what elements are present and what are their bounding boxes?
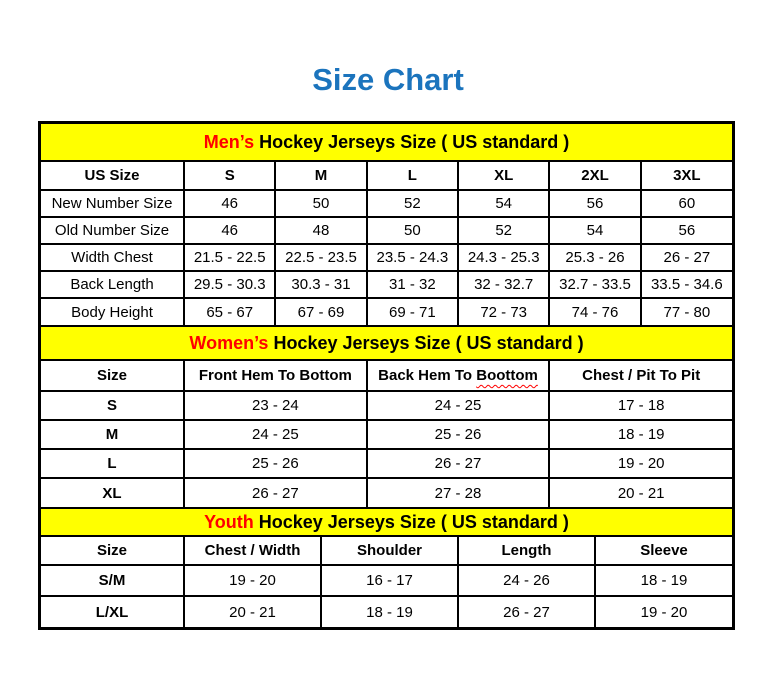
size-value-cell: 26 - 27 [184,478,367,507]
size-value-cell: 72 - 73 [458,298,549,325]
size-value-cell: 17 - 18 [549,391,732,420]
column-header: Front Hem To Bottom [184,361,367,391]
size-value-cell: 52 [367,190,458,217]
size-value-cell: 32.7 - 33.5 [549,271,640,298]
womens-section-accent: Women’s [189,332,269,353]
row-label: Body Height [41,298,184,325]
column-header: 2XL [549,162,640,190]
size-value-cell: 46 [184,190,275,217]
column-header: Back Hem To Boottom [367,361,550,391]
size-value-cell: 50 [367,217,458,244]
table-row [41,217,732,244]
size-value-cell: 19 - 20 [640,603,688,621]
size-value-cell: 48 [275,217,366,244]
table-row [41,190,732,217]
size-value-cell: 18 - 19 [549,420,732,449]
column-header: Chest / Pit To Pit [549,361,732,391]
womens-section-header [41,325,732,361]
size-value-cell: 26 - 27 [641,244,732,271]
size-value-cell: 54 [458,190,549,217]
size-value-cell: 18 - 19 [595,565,732,596]
row-label: L/XL [41,596,184,627]
column-header: Sleeve [595,537,732,565]
column-header: S [184,162,275,190]
youth-size-table [41,537,732,627]
misspelled-word: Boottom [476,367,538,384]
column-header: Size [41,537,184,565]
size-value-cell: 52 [458,217,549,244]
size-value-cell: 69 - 71 [367,298,458,325]
table-row [41,391,732,420]
mens-section-header [41,124,732,162]
size-value-cell: 24 - 25 [184,420,367,449]
size-value-cell: 25 - 26 [184,449,367,478]
table-row [41,244,732,271]
column-header: 3XL [641,162,732,190]
page-title: Size Chart [312,62,464,97]
size-value-cell: 56 [641,217,732,244]
table-row [41,596,732,627]
row-label: Back Length [41,271,184,298]
size-chart [38,121,735,630]
size-value-cell: 60 [641,190,732,217]
youth-section-header [41,507,732,537]
youth-section-accent: Youth [204,511,254,532]
row-label: XL [41,478,184,507]
size-value-cell: 67 - 69 [275,298,366,325]
row-label: S/M [41,565,184,596]
size-value-cell: 24 - 25 [367,391,550,420]
mens-section-title: Hockey Jerseys Size ( US standard ) [254,131,570,152]
size-value-cell: 20 - 21 [617,484,665,502]
column-header: Shoulder [321,537,458,565]
size-value-cell: 54 [549,217,640,244]
size-value-cell: 24 - 26 [458,565,595,596]
size-value-cell: 22.5 - 23.5 [275,244,366,271]
size-value-cell: 25 - 26 [367,420,550,449]
size-value-cell: 27 - 28 [367,478,550,507]
size-value-cell: 20 - 21 [184,596,321,627]
mens-header-row [41,162,732,190]
column-header: US Size [41,162,184,190]
size-value-cell: 26 - 27 [367,449,550,478]
size-value-cell: 24.3 - 25.3 [458,244,549,271]
womens-header-row [41,361,732,391]
womens-size-table [41,361,732,507]
column-header: XL [458,162,549,190]
table-row [41,478,732,507]
table-row [41,565,732,596]
size-value-cell: 25.3 - 26 [549,244,640,271]
size-value-cell: 31 - 32 [367,271,458,298]
row-label: L [41,449,184,478]
size-value-cell: 33.5 - 34.6 [641,271,732,298]
size-value-cell: 18 - 19 [321,596,458,627]
size-value-cell: 46 [184,217,275,244]
row-label: New Number Size [41,190,184,217]
youth-header-row [41,537,732,565]
size-value-cell: 16 - 17 [321,565,458,596]
size-value-cell: 19 - 20 [549,449,732,478]
table-row [41,420,732,449]
size-value-cell: 65 - 67 [184,298,275,325]
row-label: S [41,391,184,420]
table-row [41,298,732,325]
womens-section-title: Hockey Jerseys Size ( US standard ) [268,332,584,353]
size-value-cell: 23.5 - 24.3 [367,244,458,271]
row-label: Old Number Size [41,217,184,244]
size-value-cell: 50 [275,190,366,217]
size-value-cell: 19 - 20 [184,565,321,596]
column-header: Chest / Width [184,537,321,565]
column-header: Length [458,537,595,565]
size-value-cell: 32 - 32.7 [458,271,549,298]
column-header: M [275,162,366,190]
table-row [41,271,732,298]
row-label: M [41,420,184,449]
mens-section-accent: Men’s [203,131,255,152]
mens-size-table [41,162,732,325]
row-label: Width Chest [41,244,184,271]
table-row [41,449,732,478]
size-value-cell: 23 - 24 [184,391,367,420]
size-value-cell: 77 - 80 [663,303,711,321]
size-value-cell: 26 - 27 [458,596,595,627]
column-header: Size [41,361,184,391]
youth-section-title: Hockey Jerseys Size ( US standard ) [253,511,569,532]
column-header: L [367,162,458,190]
size-value-cell: 21.5 - 22.5 [184,244,275,271]
size-value-cell: 56 [549,190,640,217]
size-value-cell: 74 - 76 [549,298,640,325]
size-value-cell: 30.3 - 31 [275,271,366,298]
size-value-cell: 29.5 - 30.3 [184,271,275,298]
